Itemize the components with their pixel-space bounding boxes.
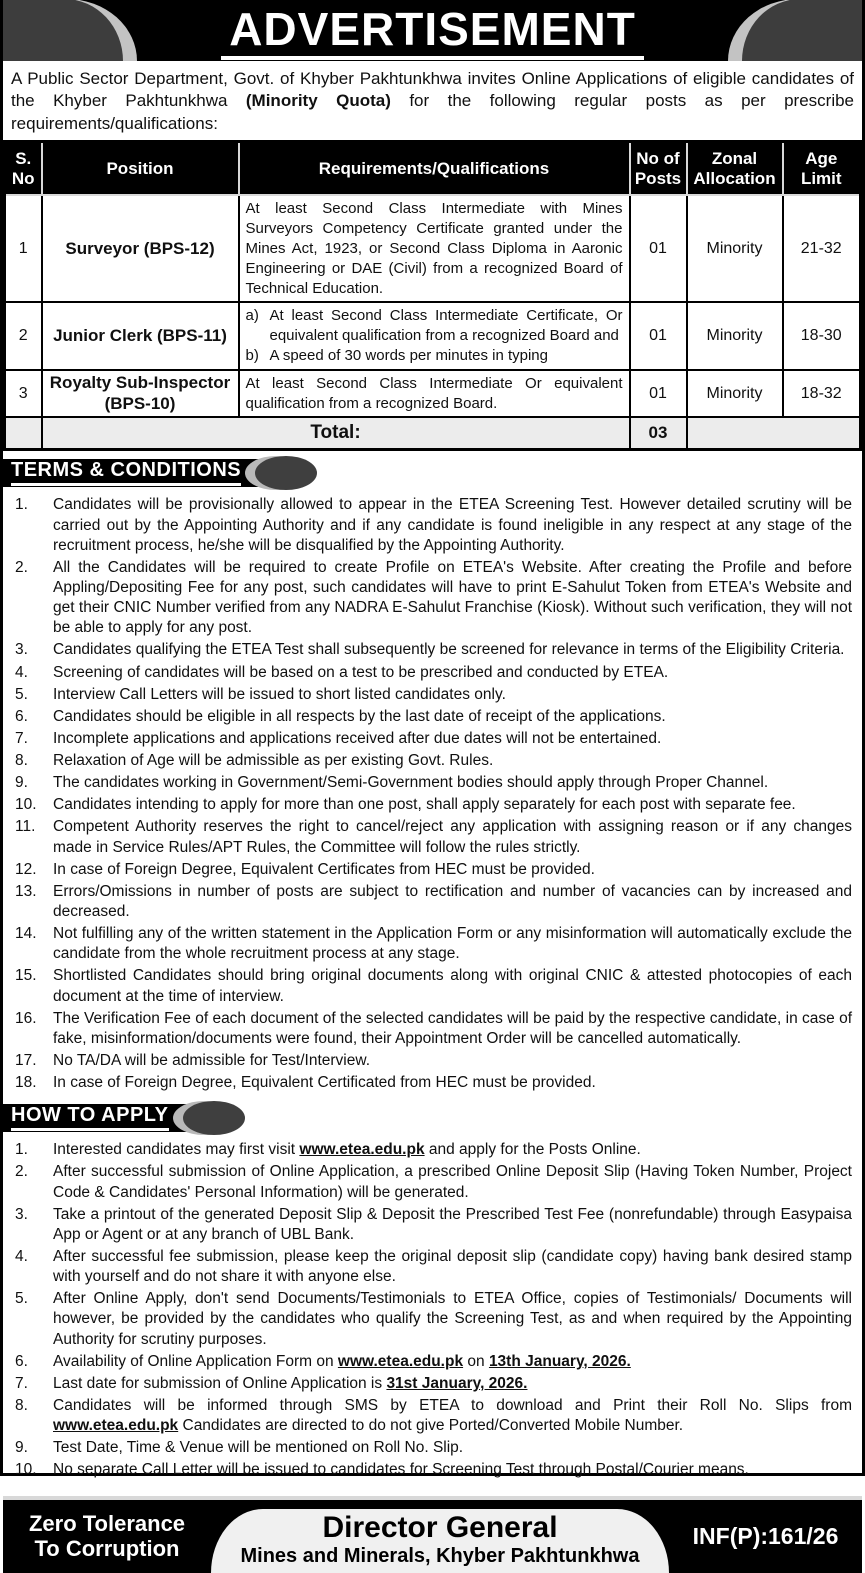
cell-zonal-allocation: Minority [687,302,783,369]
cell-age-limit: 18-32 [783,370,861,418]
list-item [9,882,852,922]
list-item-number: 17. [15,1052,37,1070]
apply-section-heading [3,1101,862,1135]
cell-position: Junior Clerk (BPS-11) [42,302,239,369]
list-item-text: In case of Foreign Degree, Equivalent Certificates from HEC must be provided. [53,860,595,878]
corner-decoration-right [722,3,862,61]
list-item [9,707,852,727]
list-item [9,1289,852,1349]
list-item-text: Relaxation of Age will be admissible as per existing Govt. Rules. [53,752,494,770]
list-item-number: 2. [15,1163,28,1181]
list-item [9,1352,852,1372]
text-segment: Candidates are directed to do not give Ported/Converted Mobile Number. [178,1417,684,1435]
list-item [9,1051,852,1071]
cell-no-of-posts: 01 [630,195,687,302]
list-item [9,1073,852,1093]
terms-heading-band [3,459,267,487]
list-item-number: 9. [15,1439,28,1457]
list-item-text: No separate Call Letter will be issued to candidates for Screening Test through Postal/Courier means. [53,1461,749,1479]
apply-heading-text: HOW TO APPLY [11,1105,169,1131]
pill-decoration [173,1101,245,1135]
apply-list [3,1137,862,1483]
cell-age-limit: 18-30 [783,302,861,369]
list-item-number: 10. [15,796,37,814]
list-item-number: 6. [15,1352,28,1370]
list-item-number: 8. [15,752,28,770]
list-item-number: 12. [15,860,37,878]
text-segment: 31st January, 2026. [386,1374,528,1392]
list-item-text [53,1140,852,1160]
advertisement-reference: INF(P):161/26 [692,1522,839,1549]
list-item [9,1438,852,1458]
text-segment: www.etea.edu.pk [337,1352,464,1370]
list-item-text: Not fulfilling any of the written statement in the Application Form or any misinformation will automatically exclude the candidate from the whole recruitment process at any stage. [53,925,852,963]
cell-no-of-posts: 01 [630,302,687,369]
cell-serial-number: 1 [5,195,42,302]
cell-position: Surveyor (BPS-12) [42,195,239,302]
column-header: S. No [5,142,42,196]
list-item-text: Candidates should be eligible in all respects by the last date of receipt of the applications. [53,707,666,725]
list-item-text: Interview Call Letters will be issued to short listed candidates only. [53,685,506,703]
posts-table-body [5,195,861,449]
cell-serial-number: 3 [5,370,42,418]
apply-heading-band [3,1104,195,1132]
list-item-text: Candidates intending to apply for more than one post, shall apply separately for each post with separate fee. [53,796,796,814]
table-row [5,370,861,418]
list-item [9,860,852,880]
list-item-text: In case of Foreign Degree, Equivalent Certificated from HEC must be provided. [53,1074,596,1092]
list-item-number: 1. [15,1141,28,1159]
sub-item-marker: a) [245,307,259,325]
list-item [9,924,852,964]
corner-decoration-left [3,3,143,61]
list-item-number: 15. [15,967,37,985]
list-item-number: 16. [15,1009,37,1027]
list-item [9,1162,852,1202]
posts-table [3,140,862,451]
list-item-text: Incomplete applications and applications received after due dates will not be entertained. [53,729,662,747]
header-band [3,3,862,61]
terms-section-heading [3,456,862,490]
pre-footer-strip [3,1484,862,1500]
list-item-text: After Online Apply, don't send Documents/Testimonials to ETEA Office, copies of Testimonials/ Documents will however, be provided by the candidates who qualify the Screening Test, as and when required by the Appointing Authority for scrutiny purposes. [53,1290,852,1348]
list-item-text: Competent Authority reserves the right to cancel/reject any application with assigning reason or if any changes made in Service Rules/APT Rules, the Committee will follow the rules strictly. [53,818,852,856]
list-item [9,558,852,639]
list-item-text: Test Date, Time & Venue will be mentioned on Roll No. Slip. [53,1439,464,1457]
list-item [9,817,852,857]
list-item-number: 5. [15,685,28,703]
cell-zonal-allocation: Minority [687,370,783,418]
text-segment: Last date for submission of Online Application is [53,1374,387,1392]
list-item [9,1205,852,1245]
column-header: Zonal Allocation [687,142,783,196]
list-item-number: 11. [15,818,36,836]
cell-no-of-posts: 01 [630,370,687,418]
column-header: No of Posts [630,142,687,196]
text-segment: Candidates will be informed through SMS by ETEA to download and Print their Roll No. Slips from [53,1397,852,1414]
posts-table-head-row [5,142,861,196]
column-header: Age Limit [783,142,861,196]
slogan-line-2: To Corruption [34,1536,180,1562]
text-segment: on [463,1352,489,1370]
list-item [9,685,852,705]
list-item-number: 10. [15,1461,37,1479]
total-posts: 03 [630,417,687,450]
text-segment: Availability of Online Application Form on [53,1352,338,1370]
list-item-number: 4. [15,1248,28,1266]
list-item [9,1247,852,1287]
text-segment: (Minority Quota) [245,91,391,111]
list-item [9,663,852,683]
terms-list [3,492,862,1096]
requirement-sub-item [246,346,623,366]
text-segment: for the following regular posts as per prescribe requirements/qualifications: [11,91,855,133]
list-item-number: 8. [15,1397,28,1414]
total-label: Total: [42,417,630,450]
pill-shape [183,1101,245,1135]
list-item-text [53,1374,852,1394]
cell-requirements [239,302,630,369]
total-row [5,417,861,450]
slogan [3,1500,211,1573]
list-item-number: 3. [15,641,28,659]
list-item-number: 4. [15,663,28,681]
list-item [9,773,852,793]
list-item [9,1460,852,1480]
list-item-number: 5. [15,1290,28,1308]
list-item-text: Take a printout of the generated Deposit Slip & Deposit the Prescribed Test Fee (nonrefundable) through Easypaisa App or Agent or at any branch of UBL Bank. [53,1205,852,1243]
sub-item-text: At least Second Class Intermediate Certificate, Or equivalent qualification from a recognized Board and [269,307,623,345]
sub-item-marker: b) [245,346,259,364]
cell-age-limit: 21-32 [783,195,861,302]
list-item [9,1140,852,1160]
text-segment: and apply for the Posts Online. [424,1141,641,1159]
text-segment: 13th January, 2026. [488,1352,631,1370]
list-item-text: No TA/DA will be admissible for Test/Interview. [53,1052,371,1070]
list-item-number: 1. [15,496,28,514]
list-item [9,640,852,660]
cell-requirements: At least Second Class Intermediate Or equivalent qualification from a recognized Board. [239,370,630,418]
list-item-number: 18. [15,1074,37,1092]
page-content [3,3,862,1500]
text-segment: A Public Sector Department, Govt. of Khyber Pakhtunkhwa invites Online Applications of eligible candidates of the Khyber Pakhtunkhwa [11,69,854,111]
list-item-text: All the Candidates will be required to create Profile on ETEA's Website. After creating the Profile and before Appling/Depositing Fee for any post, such candidates will have to print E-Sahulut Token from ETEA's Website and get their CNIC Number verified from any NADRA E-Sahulut Franchise (Kiosk). Without such verification, they will not be able to apply for any post. [53,558,852,637]
list-item [9,795,852,815]
list-item-number: 9. [15,774,28,792]
list-item-text: Candidates will be provisionally allowed to appear in the ETEA Screening Test. However detailed scrutiny will be carried out by the Appointing Authority and if any candidate is found ineligible in any respect at any stage of the recruitment process, he/she will be disqualified by the Appointing Authority. [53,496,852,554]
list-item-text [53,1396,852,1436]
list-item-text: After successful submission of Online Application, a prescribed Online Deposit Slip (Having Token Number, Project Code & Candidates' Personal Information) will be generated. [53,1163,852,1201]
list-item-text: The candidates working in Government/Semi-Government bodies should apply through Proper Channel. [53,774,769,792]
list-item-text: Candidates qualifying the ETEA Test shall subsequently be screened for relevance in terms of the Eligibility Criteria. [53,641,845,659]
list-item-text: After successful fee submission, please keep the original deposit slip (candidate copy) having bank desired stamp with yourself and do not share it with anyone else. [53,1248,852,1286]
list-item [9,966,852,1006]
slogan-line-1: Zero Tolerance [28,1510,186,1536]
total-row-empty-tail [687,417,861,450]
pill-shape [255,456,317,490]
page-title: ADVERTISEMENT [221,4,644,60]
total-row-empty-sno [5,417,42,450]
list-item-text [53,1352,852,1372]
signatory-title: Director General [322,1511,558,1545]
text-segment: Interested candidates may first visit [53,1141,300,1159]
list-item-number: 3. [15,1205,28,1223]
footer-band [3,1500,862,1573]
terms-heading-text: TERMS & CONDITIONS [11,460,241,486]
list-item-number: 13. [15,882,37,900]
column-header: Requirements/Qualifications [239,142,630,196]
list-item [9,1374,852,1394]
list-item-number: 2. [15,558,28,576]
list-item [9,1396,852,1436]
list-item [9,751,852,771]
sub-item-text: A speed of 30 words per minutes in typing [269,346,548,364]
list-item-text: Shortlisted Candidates should bring original documents along with original CNIC & attested photocopies of each document at the time of interview. [53,967,852,1005]
list-item-number: 6. [15,707,28,725]
list-item-number: 14. [15,925,37,943]
column-header: Position [42,142,239,196]
list-item-text: The Verification Fee of each document of the selected candidates will be paid by the respective candidate, in case of fake, misinformation/documents were found, their Appointment Order will be cancelled automatically. [53,1009,852,1047]
cell-serial-number: 2 [5,302,42,369]
cell-requirements: At least Second Class Intermediate with Mines Surveyors Competency Certificate granted under the Mines Act, 1923, or Second Class Diploma in Aaronic Engineering or DAE (Civil) from a recognized Board of Technical Education. [239,195,630,302]
cell-zonal-allocation: Minority [687,195,783,302]
list-item [9,1009,852,1049]
signatory-department: Mines and Minerals, Khyber Pakhtunkhwa [240,1545,640,1568]
list-item [9,495,852,555]
requirement-sub-item [246,306,623,346]
table-row [5,302,861,369]
list-item-text: Screening of candidates will be based on a test to be prescribed and conducted by ETEA. [53,663,669,681]
table-row [5,195,861,302]
list-item-text: Errors/Omissions in number of posts are subject to rectification and number of vacancies can by increased and decreased. [53,882,852,921]
pill-decoration [245,456,317,490]
signatory-panel [211,1509,669,1573]
cell-position: Royalty Sub-Inspector (BPS-10) [42,370,239,418]
text-segment: www.etea.edu.pk [299,1141,425,1159]
list-item [9,729,852,749]
list-item-number: 7. [15,729,28,747]
intro-paragraph [3,61,862,140]
list-item-number: 7. [15,1374,28,1392]
text-segment: www.etea.edu.pk [53,1417,179,1435]
